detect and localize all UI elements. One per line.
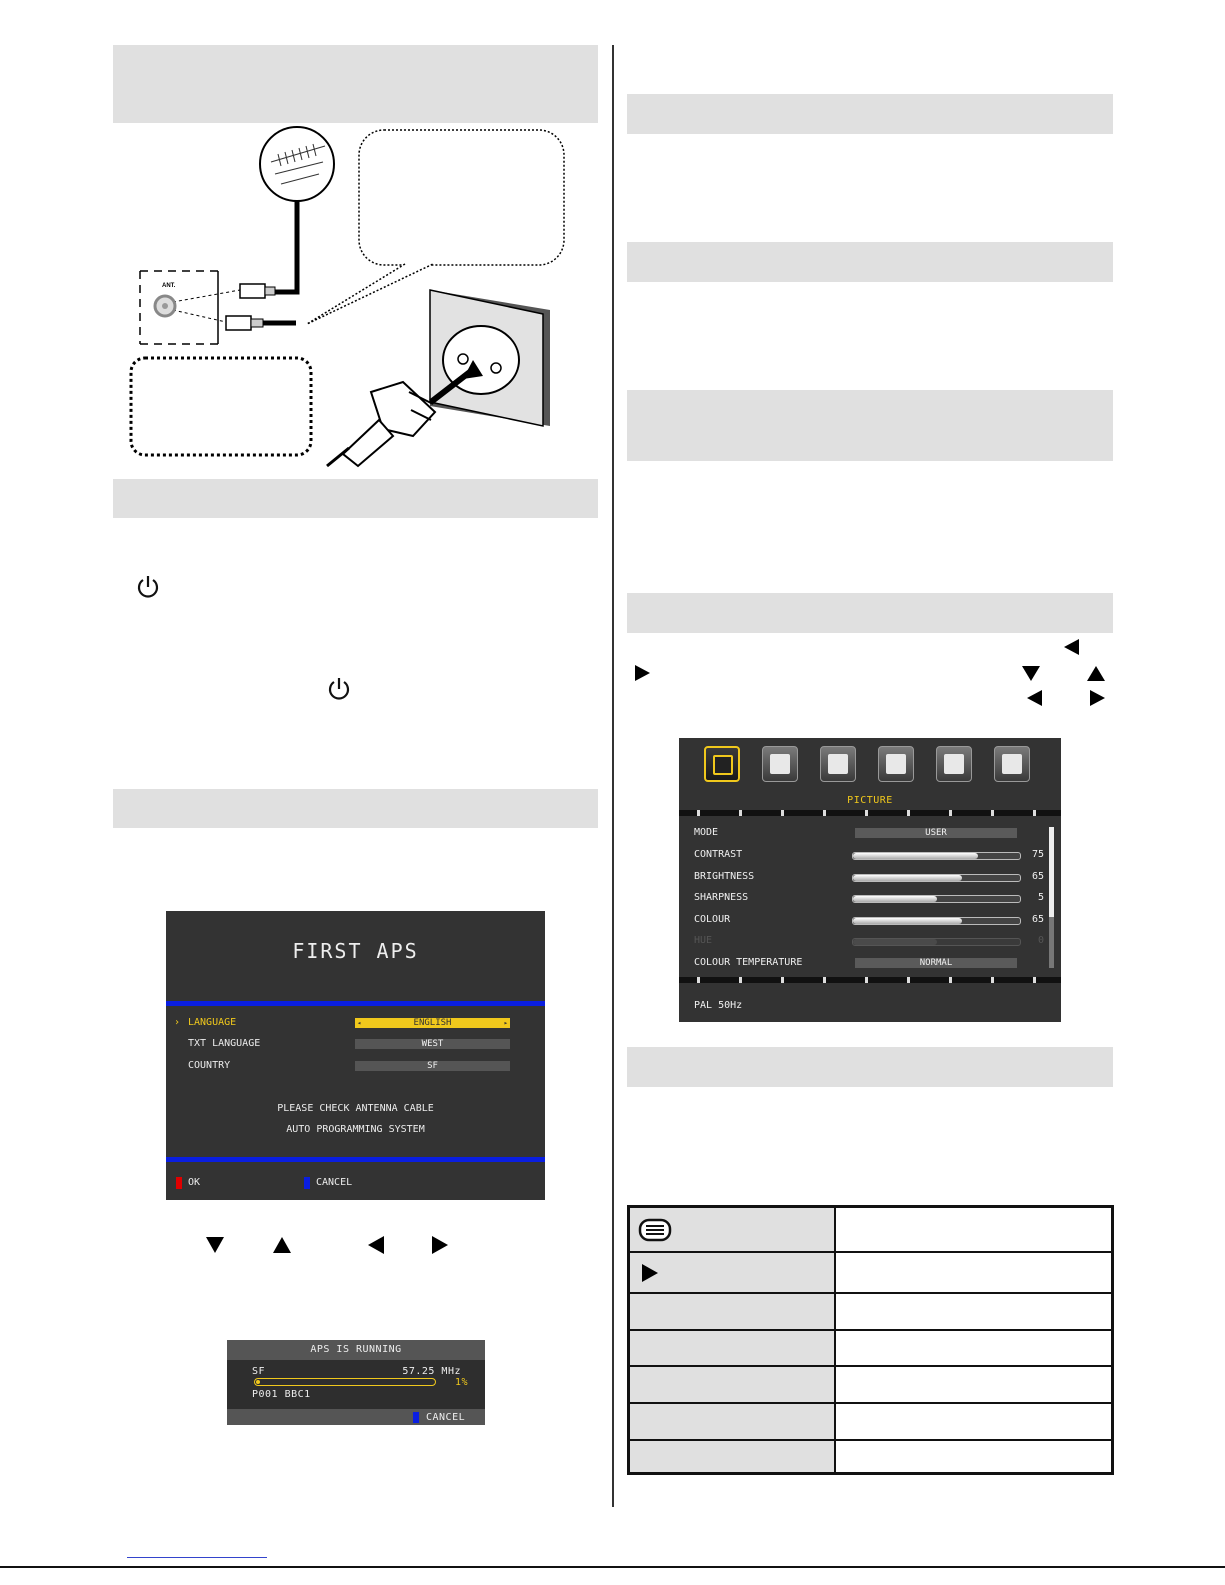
wall-socket-icon bbox=[430, 290, 550, 426]
slider-label: BRIGHTNESS bbox=[694, 871, 755, 882]
aps-progress-fill bbox=[256, 1380, 260, 1384]
antenna-connection-diagram bbox=[113, 124, 598, 474]
antenna-cable bbox=[263, 201, 297, 292]
table-row bbox=[630, 1404, 1111, 1441]
sound-icon[interactable] bbox=[762, 746, 798, 782]
column-divider bbox=[612, 45, 614, 1507]
right-arrow-icon bbox=[635, 665, 650, 681]
slider-label: HUE bbox=[694, 935, 713, 946]
country-label: COUNTRY bbox=[188, 1060, 231, 1071]
left-arrow-icon bbox=[1027, 690, 1042, 706]
section-header-band-7 bbox=[627, 593, 1113, 633]
signal-status: PAL 50Hz bbox=[694, 1000, 743, 1011]
language-value[interactable]: ◂ ENGLISH ▸ bbox=[357, 1018, 508, 1028]
slider-value: 65 bbox=[1031, 871, 1044, 882]
slider-track[interactable] bbox=[852, 938, 1021, 946]
blue-key-icon bbox=[304, 1177, 310, 1189]
antenna-check-message: PLEASE CHECK ANTENNA CABLE bbox=[277, 1103, 434, 1114]
txt-language-value[interactable]: WEST bbox=[355, 1039, 510, 1049]
slider-track[interactable] bbox=[852, 852, 1021, 860]
up-arrow-icon bbox=[1087, 666, 1105, 681]
table-row bbox=[630, 1208, 1111, 1253]
colour-temperature-label: COLOUR TEMPERATURE bbox=[694, 957, 803, 968]
language-label: LANGUAGE bbox=[188, 1017, 237, 1028]
txt-language-label: TXT LANGUAGE bbox=[188, 1038, 261, 1049]
section-header-band-1 bbox=[113, 45, 598, 123]
picture-menu-title: PICTURE bbox=[847, 795, 893, 806]
aps-progress-label: 1% bbox=[454, 1377, 468, 1388]
cancel-button[interactable]: CANCEL bbox=[316, 1177, 353, 1188]
callout-box-bottom bbox=[131, 358, 311, 455]
play-icon bbox=[642, 1264, 658, 1282]
down-arrow-icon bbox=[1022, 666, 1040, 681]
feature-icon[interactable] bbox=[820, 746, 856, 782]
down-arrow-icon bbox=[206, 1237, 224, 1253]
section-header-band-4 bbox=[627, 94, 1113, 134]
source-icon[interactable] bbox=[994, 746, 1030, 782]
slider-fill bbox=[853, 875, 962, 881]
blue-divider-bottom bbox=[166, 1157, 545, 1162]
colour-temperature-value[interactable]: NORMAL bbox=[855, 958, 1017, 968]
teletext-icon bbox=[638, 1218, 672, 1242]
table-row bbox=[630, 1441, 1111, 1472]
aps-running-title: APS IS RUNNING bbox=[227, 1340, 485, 1360]
table-row bbox=[630, 1294, 1111, 1331]
section-header-band-3 bbox=[113, 789, 598, 828]
picture-menu-screen bbox=[679, 738, 1061, 1022]
tick-strip-top bbox=[679, 810, 1061, 816]
tick-strip-bottom bbox=[679, 977, 1061, 983]
table-row bbox=[630, 1253, 1111, 1294]
aps-progress-bar bbox=[254, 1378, 436, 1386]
aps-message: AUTO PROGRAMMING SYSTEM bbox=[286, 1124, 425, 1135]
slider-value: 65 bbox=[1031, 914, 1044, 925]
coax-plug-bottom bbox=[226, 316, 251, 330]
picture-icon[interactable] bbox=[704, 746, 740, 782]
slider-label: COLOUR bbox=[694, 914, 731, 925]
left-arrow-icon bbox=[1064, 639, 1079, 655]
left-arrow-icon bbox=[368, 1236, 384, 1254]
aps-cancel-button[interactable]: CANCEL bbox=[426, 1412, 466, 1423]
settings-icon[interactable] bbox=[936, 746, 972, 782]
slider-label: SHARPNESS bbox=[694, 892, 749, 903]
slider-fill bbox=[853, 896, 937, 902]
right-arrow-icon bbox=[1090, 690, 1105, 706]
coax-plug-top bbox=[240, 284, 265, 298]
slider-track[interactable] bbox=[852, 874, 1021, 882]
row-cursor: › bbox=[174, 1017, 181, 1028]
blue-divider-top bbox=[166, 1001, 545, 1006]
up-arrow-icon bbox=[273, 1237, 291, 1253]
first-aps-screen bbox=[166, 911, 545, 1200]
section-header-band-6 bbox=[627, 390, 1113, 461]
power-icon bbox=[135, 574, 161, 602]
mode-label: MODE bbox=[694, 827, 719, 838]
section-header-band-8 bbox=[627, 1047, 1113, 1087]
blue-key-icon bbox=[413, 1412, 419, 1423]
table-row bbox=[630, 1331, 1111, 1367]
remote-button-table bbox=[627, 1205, 1114, 1475]
power-icon bbox=[326, 676, 352, 704]
slider-value: 0 bbox=[1037, 935, 1044, 946]
slider-value: 75 bbox=[1031, 849, 1044, 860]
section-header-band-2 bbox=[113, 479, 598, 518]
slider-fill bbox=[853, 853, 978, 859]
slider-value: 5 bbox=[1037, 892, 1044, 903]
install-icon[interactable] bbox=[878, 746, 914, 782]
slider-fill bbox=[853, 918, 962, 924]
first-aps-title: FIRST APS bbox=[292, 939, 419, 963]
right-arrow-icon bbox=[432, 1236, 448, 1254]
ok-button[interactable]: OK bbox=[188, 1177, 201, 1188]
language-value-text: ENGLISH bbox=[413, 1018, 452, 1028]
slider-fill bbox=[853, 939, 937, 945]
aps-running-box bbox=[227, 1340, 485, 1425]
aps-channel: P001 BBC1 bbox=[252, 1389, 311, 1400]
slider-track[interactable] bbox=[852, 895, 1021, 903]
callout-bubble-top bbox=[359, 130, 564, 265]
table-row bbox=[630, 1367, 1111, 1404]
tv-back-panel bbox=[140, 271, 218, 344]
footer-link-underline bbox=[127, 1557, 267, 1558]
slider-track[interactable] bbox=[852, 917, 1021, 925]
slider-label: CONTRAST bbox=[694, 849, 743, 860]
aps-frequency: 57.25 MHz bbox=[402, 1366, 461, 1377]
red-key-icon bbox=[176, 1177, 182, 1189]
country-value[interactable]: SF bbox=[355, 1061, 510, 1071]
menu-scrollbar[interactable] bbox=[1049, 827, 1054, 968]
aps-system: SF bbox=[252, 1366, 266, 1377]
mode-value[interactable]: USER bbox=[855, 828, 1017, 838]
antenna-icon bbox=[260, 127, 334, 201]
section-header-band-5 bbox=[627, 242, 1113, 282]
footer-rule bbox=[0, 1566, 1225, 1568]
antenna-label: ANT. bbox=[162, 283, 176, 289]
